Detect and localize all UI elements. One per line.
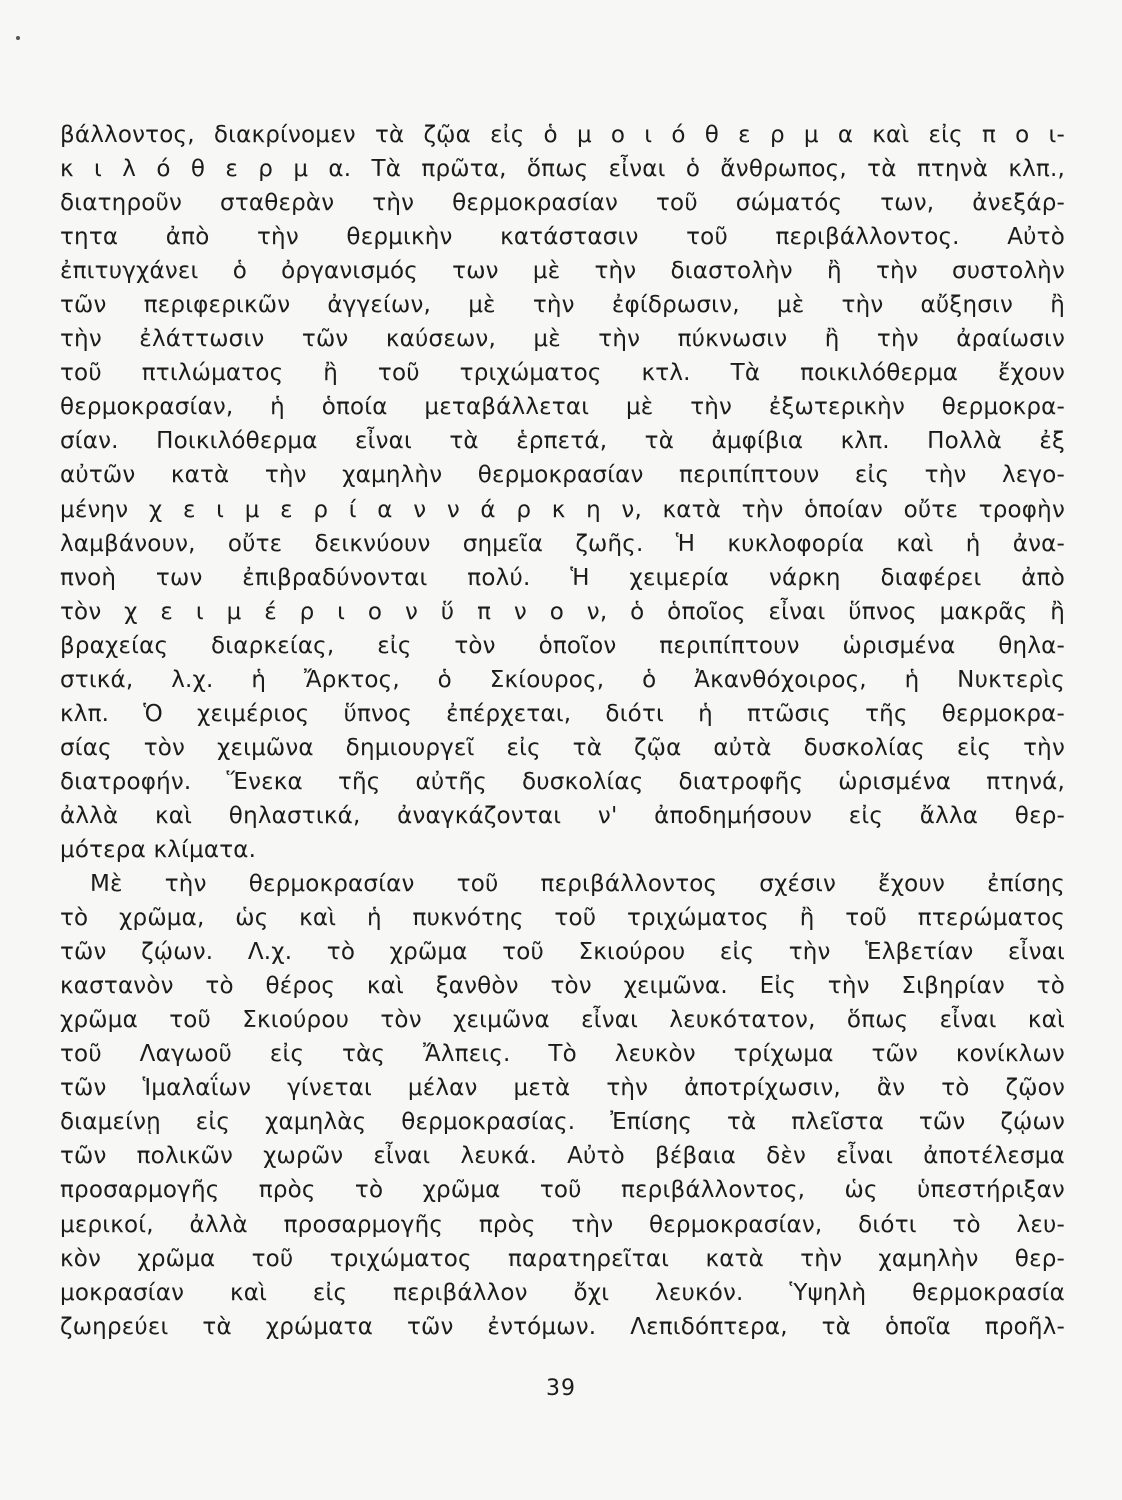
text-line: πνοὴ των ἐπιβραδύνονται πολύ. Ἡ χειμερία νάρκη διαφέρει ἀπὸ [60, 564, 1065, 591]
text-line: μοκρασίαν καὶ εἰς περιβάλλον ὄχι λευκόν. Ὑψηλὴ θερμοκρασία [60, 1279, 1065, 1306]
text-line: τοῦ πτιλώματος ἢ τοῦ τριχώματος κτλ. Τὰ ποικιλόθερμα ἔχουν [60, 360, 1065, 387]
text-line: τῶν Ἱμαλαΐων γίνεται μέλαν μετὰ τὴν ἀποτρίχωσιν, ἂν τὸ ζῷον [60, 1075, 1065, 1102]
text-line: τὴν ἐλάττωσιν τῶν καύσεων, μὲ τὴν πύκνωσιν ἢ τὴν ἀραίωσιν [60, 326, 1065, 353]
text-line: κλπ. Ὁ χειμέριος ὕπνος ἐπέρχεται, διότι ἡ πτῶσις τῆς θερμοκρα- [60, 700, 1065, 727]
text-line: μένην χ ε ι μ ε ρ ί α ν ν ά ρ κ η ν, κατὰ τὴν ὁποίαν οὔτε τροφὴν [60, 496, 1065, 523]
text-line: τοῦ Λαγωοῦ εἰς τὰς Ἄλπεις. Τὸ λευκὸν τρίχωμα τῶν κονίκλων [60, 1041, 1065, 1068]
text-line: τῶν πολικῶν χωρῶν εἶναι λευκά. Αὐτὸ βέβαια δὲν εἶναι ἀποτέλεσμα [60, 1143, 1065, 1170]
text-line: καστανὸν τὸ θέρος καὶ ξανθὸν τὸν χειμῶνα. Εἰς τὴν Σιβηρίαν τὸ [60, 973, 1065, 1000]
text-line: κ ι λ ό θ ε ρ μ α. Τὰ πρῶτα, ὅπως εἶναι ὁ ἄνθρωπος, τὰ πτηνὰ κλπ., [60, 156, 1065, 183]
text-line: μερικοί, ἀλλὰ προσαρμογῆς πρὸς τὴν θερμοκρασίαν, διότι τὸ λευ- [60, 1211, 1065, 1238]
text-line: ἐπιτυγχάνει ὁ ὀργανισμός των μὲ τὴν διαστολὴν ἢ τὴν συστολὴν [60, 258, 1065, 285]
text-line: κὸν χρῶμα τοῦ τριχώματος παρατηρεῖται κατὰ τὴν χαμηλὴν θερ- [60, 1245, 1065, 1272]
text-line: μότερα κλίματα. [60, 836, 257, 863]
text-line: στικά, λ.χ. ἡ Ἄρκτος, ὁ Σκίουρος, ὁ Ἀκανθόχοιρος, ἡ Νυκτερὶς [60, 666, 1065, 693]
text-line: λαμβάνουν, οὔτε δεικνύουν σημεῖα ζωῆς. Ἡ κυκλοφορία καὶ ἡ ἀνα- [60, 530, 1065, 557]
text-line: διατηροῦν σταθερὰν τὴν θερμοκρασίαν τοῦ σώματός των, ἀνεξάρ- [60, 190, 1065, 217]
text-line: τῶν ζῴων. Λ.χ. τὸ χρῶμα τοῦ Σκιούρου εἰς τὴν Ἑλβετίαν εἶναι [60, 939, 1065, 966]
page-body-text [60, 118, 1065, 1344]
paragraph-start-line: Μὲ τὴν θερμοκρασίαν τοῦ περιβάλλοντος σχέσιν ἔχουν ἐπίσης [90, 871, 1065, 898]
text-line: τητα ἀπὸ τὴν θερμικὴν κατάστασιν τοῦ περιβάλλοντος. Αὐτὸ [60, 224, 1065, 251]
text-line: ἀλλὰ καὶ θηλαστικά, ἀναγκάζονται ν' ἀποδημήσουν εἰς ἄλλα θερ- [60, 802, 1065, 829]
text-line: τὸν χ ε ι μ έ ρ ι ο ν ὕ π ν ο ν, ὁ ὁποῖος εἶναι ὕπνος μακρᾶς ἢ [60, 598, 1065, 625]
text-line: αὐτῶν κατὰ τὴν χαμηλὴν θερμοκρασίαν περιπίπτουν εἰς τὴν λεγο- [60, 462, 1065, 489]
scan-speck [16, 36, 20, 40]
text-line: σίαν. Ποικιλόθερμα εἶναι τὰ ἑρπετά, τὰ ἀμφίβια κλπ. Πολλὰ ἐξ [60, 428, 1065, 455]
text-line: ζωηρεύει τὰ χρώματα τῶν ἐντόμων. Λεπιδόπτερα, τὰ ὁποῖα προῆλ- [60, 1313, 1065, 1340]
text-line: τῶν περιφερικῶν ἀγγείων, μὲ τὴν ἐφίδρωσιν, μὲ τὴν αὔξησιν ἢ [60, 292, 1065, 319]
text-line: βάλλοντος, διακρίνομεν τὰ ζῷα εἰς ὁ μ ο ι ό θ ε ρ μ α καὶ εἰς π ο ι- [60, 122, 1065, 148]
text-line: τὸ χρῶμα, ὡς καὶ ἡ πυκνότης τοῦ τριχώματος ἢ τοῦ πτερώματος [60, 905, 1065, 932]
text-line: προσαρμογῆς πρὸς τὸ χρῶμα τοῦ περιβάλλοντος, ὡς ὑπεστήριξαν [60, 1177, 1065, 1204]
page-number: 39 [546, 1376, 576, 1401]
text-line: σίας τὸν χειμῶνα δημιουργεῖ εἰς τὰ ζῷα αὐτὰ δυσκολίας εἰς τὴν [60, 734, 1065, 761]
text-line: διαμείνῃ εἰς χαμηλὰς θερμοκρασίας. Ἐπίσης τὰ πλεῖστα τῶν ζῴων [60, 1109, 1065, 1136]
text-line: βραχείας διαρκείας, εἰς τὸν ὁποῖον περιπίπτουν ὡρισμένα θηλα- [60, 632, 1065, 659]
text-line: χρῶμα τοῦ Σκιούρου τὸν χειμῶνα εἶναι λευκότατον, ὅπως εἶναι καὶ [60, 1007, 1065, 1034]
text-line: θερμοκρασίαν, ἡ ὁποία μεταβάλλεται μὲ τὴν ἐξωτερικὴν θερμοκρα- [60, 394, 1065, 421]
text-line: διατροφήν. Ἕνεκα τῆς αὐτῆς δυσκολίας διατροφῆς ὡρισμένα πτηνά, [60, 768, 1065, 795]
